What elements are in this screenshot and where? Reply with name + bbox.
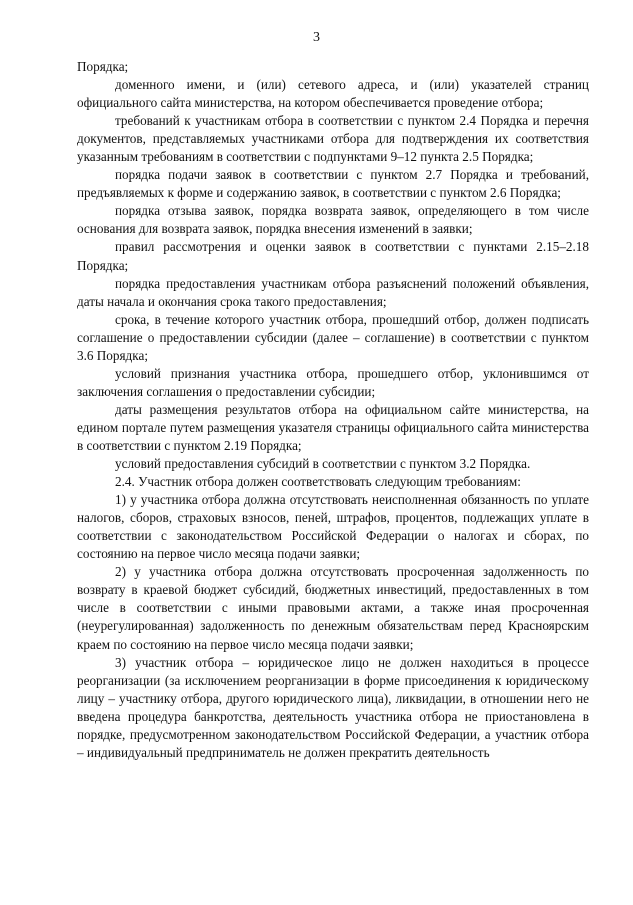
paragraph-agreement-deadline: срока, в течение которого участник отбора, прошедший отбор, должен подписать соглашение о предоставлении субсидии (далее – соглашение) в соответствии с пунктом 3.6 Порядка; <box>77 311 589 363</box>
paragraph-domain-name: доменного имени, и (или) сетевого адреса, и (или) указателей страниц официального сайта министерства, на котором обеспечивается проведение отбора; <box>77 77 589 111</box>
requirement-3: 3) участник отбора – юридическое лицо не должен находиться в процессе реорганизации (за исключением реорганизации в форме присоединения к юридическому лицу – участнику отбора, другого юридического лица), ликвидации, в отношении него не введена процедура банкротства, деятельность участника отбора не приостановлена в порядке, предусмотренном законодательством Российской Федерации, а участник отбора – индивидуальный предприниматель не должен прекратить деятельность <box>77 654 589 760</box>
page-number: 3 <box>313 30 320 45</box>
document-body <box>77 58 589 762</box>
section-2-4-heading: 2.4. Участник отбора должен соответствовать следующим требованиям: <box>115 474 521 490</box>
paragraph-application-withdrawal: порядка отзыва заявок, порядка возврата заявок, определяющего в том числе основания для возврата заявок, порядка внесения изменений в заявки; <box>77 203 589 237</box>
paragraph-application-procedure: порядка подачи заявок в соответствии с пунктом 2.7 Порядка и требований, предъявляемых к форме и содержанию заявок, в соответствии с пунктом 2.6 Порядка; <box>77 167 589 201</box>
paragraph-clarifications: порядка предоставления участникам отбора разъяснений положений объявления, даты начала и окончания срока такого предоставления; <box>77 275 589 309</box>
requirement-2: 2) у участника отбора должна отсутствовать просроченная задолженность по возврату в краевой бюджет субсидий, бюджетных инвестиций, предоставленных в том числе в соответствии с иными правовыми актами, а также иная просроченная (неурегулированная) задолженность по денежным обязательствам перед Красноярским краем по состоянию на первое число месяца подачи заявки; <box>77 564 589 652</box>
paragraph-review-rules: правил рассмотрения и оценки заявок в соответствии с пунктами 2.15–2.18 Порядка; <box>77 239 589 273</box>
paragraph-continuation: Порядка; <box>77 59 129 74</box>
requirement-1: 1) у участника отбора должна отсутствовать неисполненная обязанность по уплате налогов, сборов, страховых взносов, пеней, штрафов, процентов, подлежащих уплате в соответствии с законодательством Российской Федерации о налогах и сборах, по состоянию на первое число месяца подачи заявки; <box>77 492 589 562</box>
paragraph-evasion-conditions: условий признания участника отбора, прошедшего отбор, уклонившимся от заключения соглашения о предоставлении субсидии; <box>77 365 589 399</box>
paragraph-subsidy-conditions: условий предоставления субсидий в соответствии с пунктом 3.2 Порядка. <box>115 456 531 472</box>
paragraph-results-publication: даты размещения результатов отбора на официальном сайте министерства, на едином портале путем размещения указателя страницы официального сайта министерства в соответствии с пунктом 2.19 Порядка; <box>77 401 589 453</box>
paragraph-participant-requirements: требований к участникам отбора в соответствии с пунктом 2.4 Порядка и перечня документов, представляемых участниками отбора для подтверждения их соответствия указанным требованиям в соответствии с подпунктами 9–12 пункта 2.5 Порядка; <box>77 113 589 165</box>
